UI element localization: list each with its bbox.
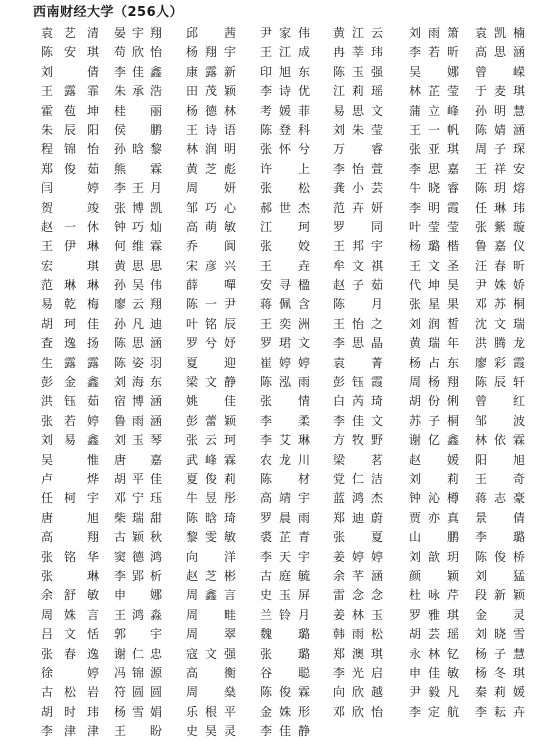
student-name: 高靖宇 [260,491,310,506]
student-name: 李怡萱 [333,161,383,176]
name-row [0,412,552,431]
student-name: 李明霞 [409,200,459,215]
student-name: 刘 莉 [409,471,459,486]
student-name: 黄瑞年 [409,336,459,351]
student-name: 周 妍 [186,181,236,196]
student-name: 蒋志豪 [475,491,525,506]
student-name: 沈文瑞 [475,316,525,331]
student-name: 冉莘玮 [333,45,383,60]
student-name: 田茂颖 [186,84,236,99]
student-name: 王怡之 [333,316,383,331]
student-name: 范卉妍 [333,200,383,215]
student-name: 张紫璇 [475,219,525,234]
student-name: 李定航 [409,704,459,719]
student-name: 胡珂佳 [41,316,99,331]
student-name: 陈安琪 [41,45,99,60]
student-name: 刘朱莹 [333,122,383,137]
student-name: 邓欣怡 [333,704,383,719]
student-name: 闫 婷 [41,181,99,196]
student-name: 考媛菲 [260,103,310,118]
student-name: 李思晶 [333,336,383,351]
student-name: 赵芝彬 [186,568,236,583]
student-name: 彭金鑫 [41,375,99,390]
student-name: 陈 月 [333,297,383,312]
student-name: 尹家伟 [260,26,310,40]
name-row [0,431,552,450]
student-name: 代坤昊 [409,278,459,293]
name-row [0,276,552,295]
student-name: 柴瑞甜 [114,510,162,525]
student-name: 孙明慧 [475,103,525,118]
student-name: 李佳静 [260,724,310,739]
student-name: 雷念念 [333,588,383,603]
student-name: 姚 佳 [186,394,236,409]
student-name: 高 衡 [186,665,236,680]
student-name: 牟文祺 [333,258,383,273]
student-name: 尹毅凡 [409,685,459,700]
student-name: 王奕洲 [260,316,310,331]
student-name: 金 灵 [475,607,525,622]
student-name: 刘 倩 [41,64,99,79]
student-name: 杨翔宇 [186,45,236,60]
name-row [0,24,552,43]
student-name: 林依霖 [475,433,525,448]
name-row [0,257,552,276]
student-name: 桂 丽 [114,103,162,118]
student-name: 黄江云 [333,26,383,40]
student-name: 晏宇翔 [114,26,162,40]
student-name: 罗 同 [333,219,383,234]
student-name: 熊 霖 [114,161,162,176]
student-name: 永林钇 [409,646,459,661]
name-row [0,470,552,489]
student-name: 周子琛 [475,142,525,157]
name-row [0,489,552,508]
student-name: 杨璐楷 [409,239,459,254]
student-name: 苟欣怡 [114,45,162,60]
student-name: 陈思涵 [114,336,162,351]
name-row [0,354,552,373]
student-name: 徐 婷 [41,665,99,680]
student-name: 张云珂 [186,433,236,448]
name-row [0,528,552,547]
student-name: 罗兮妤 [186,336,236,351]
student-name: 曾 嵘 [475,64,525,79]
student-name: 王 奇 [475,471,525,486]
student-name: 李诗优 [260,84,310,99]
student-name: 康露新 [186,64,236,79]
student-name: 王鸿淼 [114,607,162,622]
student-name: 洪腾龙 [475,336,525,351]
student-name: 任琳玮 [475,200,525,215]
student-name: 黄芝彪 [186,161,236,176]
student-name: 何维霖 [114,239,162,254]
name-row [0,140,552,159]
student-name: 张博凯 [114,200,162,215]
student-name: 陈辰轩 [475,375,525,390]
student-name: 罗晨雨 [260,510,310,525]
student-name: 印旭东 [260,64,310,79]
student-name: 叶铭辰 [186,316,236,331]
student-name: 刘易鑫 [41,433,99,448]
student-name: 朱辰阳 [41,122,99,137]
student-name: 叶莹莹 [409,219,459,234]
student-name: 周 畦 [186,607,236,622]
student-name: 郭 宇 [114,627,162,642]
name-row [0,160,552,179]
student-name: 万 睿 [333,142,383,157]
student-name: 王邦宇 [333,239,383,254]
student-name: 钟沁樽 [409,491,459,506]
name-row [0,567,552,586]
student-name: 张 夏 [333,530,383,545]
student-name: 张 璐 [260,646,310,661]
student-name: 刘雨箫 [409,26,459,40]
student-name: 崔婷婷 [260,355,310,370]
student-name: 孙凡迪 [114,316,162,331]
student-name: 兰铃月 [260,607,310,622]
student-name: 唐 旭 [41,510,99,525]
student-name: 张星果 [409,297,459,312]
student-name: 黎雯敏 [186,530,236,545]
student-name: 林芷莹 [409,84,459,99]
student-name: 向欣越 [333,685,383,700]
student-name: 李佳鑫 [114,64,162,79]
name-row [0,548,552,567]
student-name: 陈玥熔 [475,181,525,196]
student-name: 王江成 [260,45,310,60]
student-name: 郝世杰 [260,200,310,215]
student-name: 唐 嘉 [114,452,162,467]
student-name: 乔 阆 [186,239,236,254]
student-name: 李耘卉 [475,704,525,719]
name-row [0,121,552,140]
student-name: 袁艺清 [41,26,99,40]
student-name: 张春逸 [41,646,99,661]
student-name: 杨冬琪 [475,665,525,680]
student-name: 邹 波 [475,413,525,428]
student-name: 向 洋 [186,549,236,564]
student-name: 王 盼 [114,724,162,739]
student-name: 李王月 [114,181,162,196]
student-name: 陈姿羽 [114,355,162,370]
student-name: 陈婧涵 [475,122,525,137]
student-name: 赵 媛 [409,452,459,467]
student-name: 蓝鸿杰 [333,491,383,506]
student-name: 洪钰茹 [41,394,99,409]
name-list-grid [0,24,552,741]
student-name: 朱承浩 [114,84,162,99]
student-name: 邓苏桐 [475,297,525,312]
student-name: 陈玉强 [333,64,383,79]
student-name: 蒲立峰 [409,103,459,118]
name-row [0,218,552,237]
student-name: 古庭毓 [260,568,310,583]
student-name: 方牧野 [333,433,383,448]
student-name: 宏 琪 [41,258,99,273]
student-name: 刘 猛 [475,568,525,583]
student-name: 彭蕾颖 [186,413,236,428]
name-row [0,451,552,470]
student-name: 冯锦源 [114,665,162,680]
name-row [0,664,552,683]
student-name: 蒋佩含 [260,297,310,312]
student-name: 周姝言 [41,607,99,622]
student-name: 王文圣 [409,258,459,273]
name-row [0,722,552,741]
student-name: 武峰霖 [186,452,236,467]
name-row [0,102,552,121]
student-name: 李佳文 [333,413,383,428]
student-name: 谢亿鑫 [409,433,459,448]
student-name: 韩雨松 [333,627,383,642]
name-row [0,43,552,62]
name-row [0,509,552,528]
student-name: 刘玉琴 [114,433,162,448]
name-row [0,82,552,101]
student-name: 高萌敏 [186,219,236,234]
student-name: 龚小芸 [333,181,383,196]
name-row [0,645,552,664]
student-name: 杜咏芹 [409,588,459,603]
student-name: 陈 材 [260,471,310,486]
student-name: 鲁嘉仪 [475,239,525,254]
name-row [0,683,552,702]
student-name: 霍苞坤 [41,103,99,118]
student-name: 余舒敏 [41,588,99,603]
student-name: 陈俊霖 [260,685,310,700]
student-name: 赵一休 [41,219,99,234]
name-row [0,373,552,392]
student-name: 张若婷 [41,413,99,428]
student-name: 王诗语 [186,122,236,137]
student-name: 余芊涵 [333,568,383,583]
student-name: 李 柔 [260,413,310,428]
student-name: 王一帆 [409,122,459,137]
name-row [0,237,552,256]
student-name: 尹姝娇 [475,278,525,293]
student-name: 陈晗琦 [186,510,236,525]
student-name: 古颖秋 [114,530,162,545]
student-name: 金姝形 [260,704,310,719]
student-name: 孙吴伟 [114,278,162,293]
student-name: 李思嘉 [409,161,459,176]
student-name: 鲁雨涵 [114,413,162,428]
student-name: 梁文静 [186,375,236,390]
student-name: 赵子茹 [333,278,383,293]
student-name: 宋彦兴 [186,258,236,273]
student-name: 郑俊茹 [41,161,99,176]
name-row [0,179,552,198]
student-name: 李光启 [333,665,383,680]
student-name: 钟巧灿 [114,219,162,234]
student-name: 王祥安 [475,161,525,176]
student-name: 周鑫言 [186,588,236,603]
name-row [0,63,552,82]
student-name: 周 翠 [186,627,236,642]
student-name: 张 松 [260,181,310,196]
student-name: 吕文恬 [41,627,99,642]
student-name: 段新颖 [475,588,525,603]
student-name: 牛晓睿 [409,181,459,196]
student-name: 吴 娜 [409,64,459,79]
student-name: 刘海东 [114,375,162,390]
student-name: 高思涵 [475,45,525,60]
student-name: 宿博涵 [114,394,162,409]
student-name: 袁 菁 [333,355,383,370]
student-name: 魏 璐 [260,627,310,642]
student-name: 江 珂 [260,219,310,234]
student-name: 王露霏 [41,84,99,99]
student-name: 李艾琳 [260,433,310,448]
student-name: 高 翔 [41,530,99,545]
student-name: 刘润皙 [409,316,459,331]
name-row [0,703,552,722]
name-row [0,334,552,353]
student-name: 白芮琦 [333,394,383,409]
student-name: 姜林玉 [333,607,383,622]
student-name: 王伊琳 [41,239,99,254]
student-name: 杨德林 [186,103,236,118]
student-name: 姜婷婷 [333,549,383,564]
student-name: 李若昕 [409,45,459,60]
student-name: 王 垚 [260,258,310,273]
student-name: 薛 嘽 [186,278,236,293]
student-name: 邹巧心 [186,200,236,215]
name-row [0,606,552,625]
student-name: 窦德鸿 [114,549,162,564]
name-row [0,295,552,314]
student-name: 古松岩 [41,685,99,700]
student-name: 许 上 [260,161,310,176]
student-name: 裘芷青 [260,530,310,545]
student-name: 江莉瑶 [333,84,383,99]
student-name: 彭钰霞 [333,375,383,390]
student-name: 杨子慧 [475,646,525,661]
student-name: 罗雅琪 [409,607,459,622]
student-name: 刘歆玥 [409,549,459,564]
student-name: 黄思思 [114,258,162,273]
student-name: 孙晗黎 [114,142,162,157]
name-row [0,586,552,605]
student-name: 杨雪娟 [114,704,162,719]
student-name: 汪春昕 [475,258,525,273]
student-name: 牛昱彤 [186,491,236,506]
student-name: 史玉屏 [260,588,310,603]
student-name: 夏 迎 [186,355,236,370]
student-name: 郑澳琪 [333,646,383,661]
student-name: 刘晓雪 [475,627,525,642]
student-name: 任柯宇 [41,491,99,506]
student-name: 于麦琪 [475,84,525,99]
student-name: 张 姣 [260,239,310,254]
student-name: 胡时玮 [41,704,99,719]
student-name: 周 燊 [186,685,236,700]
student-name: 胡份俐 [409,394,459,409]
student-name: 廖云翔 [114,297,162,312]
student-name: 卢 烨 [41,471,99,486]
student-name: 阳 旭 [475,452,525,467]
student-name: 李郢析 [114,568,162,583]
student-name: 胡平佳 [114,471,162,486]
student-name: 陈泓雨 [260,375,310,390]
student-name: 杨占东 [409,355,459,370]
name-row [0,392,552,411]
student-name: 张 情 [260,394,310,409]
student-name: 易思文 [333,103,383,118]
name-row [0,625,552,644]
student-name: 安寻楹 [260,278,310,293]
student-name: 陈登科 [260,122,310,137]
student-name: 生露露 [41,355,99,370]
name-row [0,199,552,218]
student-name: 罗珺文 [260,336,310,351]
student-name: 贺 竣 [41,200,99,215]
student-name: 景 倩 [475,510,525,525]
student-name: 乐根平 [186,704,236,719]
student-name: 申佳敏 [409,665,459,680]
student-name: 曾 红 [475,394,525,409]
student-name: 梁 茗 [333,452,383,467]
student-name: 陈俊桥 [475,549,525,564]
student-name: 郑迪蔚 [333,510,383,525]
student-name: 农龙川 [260,452,310,467]
student-name: 胡芸瑶 [409,627,459,642]
student-name: 史昊灵 [186,724,236,739]
student-name: 苏子桐 [409,413,459,428]
student-name: 贾亦真 [409,510,459,525]
student-name: 程锦怡 [41,142,99,157]
student-name: 秦莉媛 [475,685,525,700]
student-name: 符圆圆 [114,685,162,700]
student-name: 谢仁忠 [114,646,162,661]
student-name: 张怀兮 [260,142,310,157]
student-name: 范琳琳 [41,278,99,293]
student-name: 李天宇 [260,549,310,564]
student-name: 陈一尹 [186,297,236,312]
student-name: 山 鹏 [409,530,459,545]
student-name: 廖彩霞 [475,355,525,370]
student-name: 张铭华 [41,549,99,564]
student-name: 党仁洁 [333,471,383,486]
name-row [0,315,552,334]
student-name: 夏俊莉 [186,471,236,486]
student-name: 袁凯楠 [475,26,525,40]
student-name: 周杨翔 [409,375,459,390]
student-name: 林润明 [186,142,236,157]
student-name: 寇文强 [186,646,236,661]
student-name: 邓宁珏 [114,491,162,506]
student-name: 颜 颖 [409,568,459,583]
student-name: 张亚琪 [409,142,459,157]
student-name: 吴 惟 [41,452,99,467]
student-name: 李津津 [41,724,99,739]
student-name: 李 璐 [475,530,525,545]
student-name: 易乾梅 [41,297,99,312]
student-name: 张 琳 [41,568,99,583]
student-name: 申 娜 [114,588,162,603]
student-name: 査逸扬 [41,336,99,351]
student-name: 侯 鹏 [114,122,162,137]
student-name: 邱 茜 [186,26,236,40]
student-name: 谷 聪 [260,665,310,680]
section-heading: 西南财经大学（256人） [33,5,184,20]
